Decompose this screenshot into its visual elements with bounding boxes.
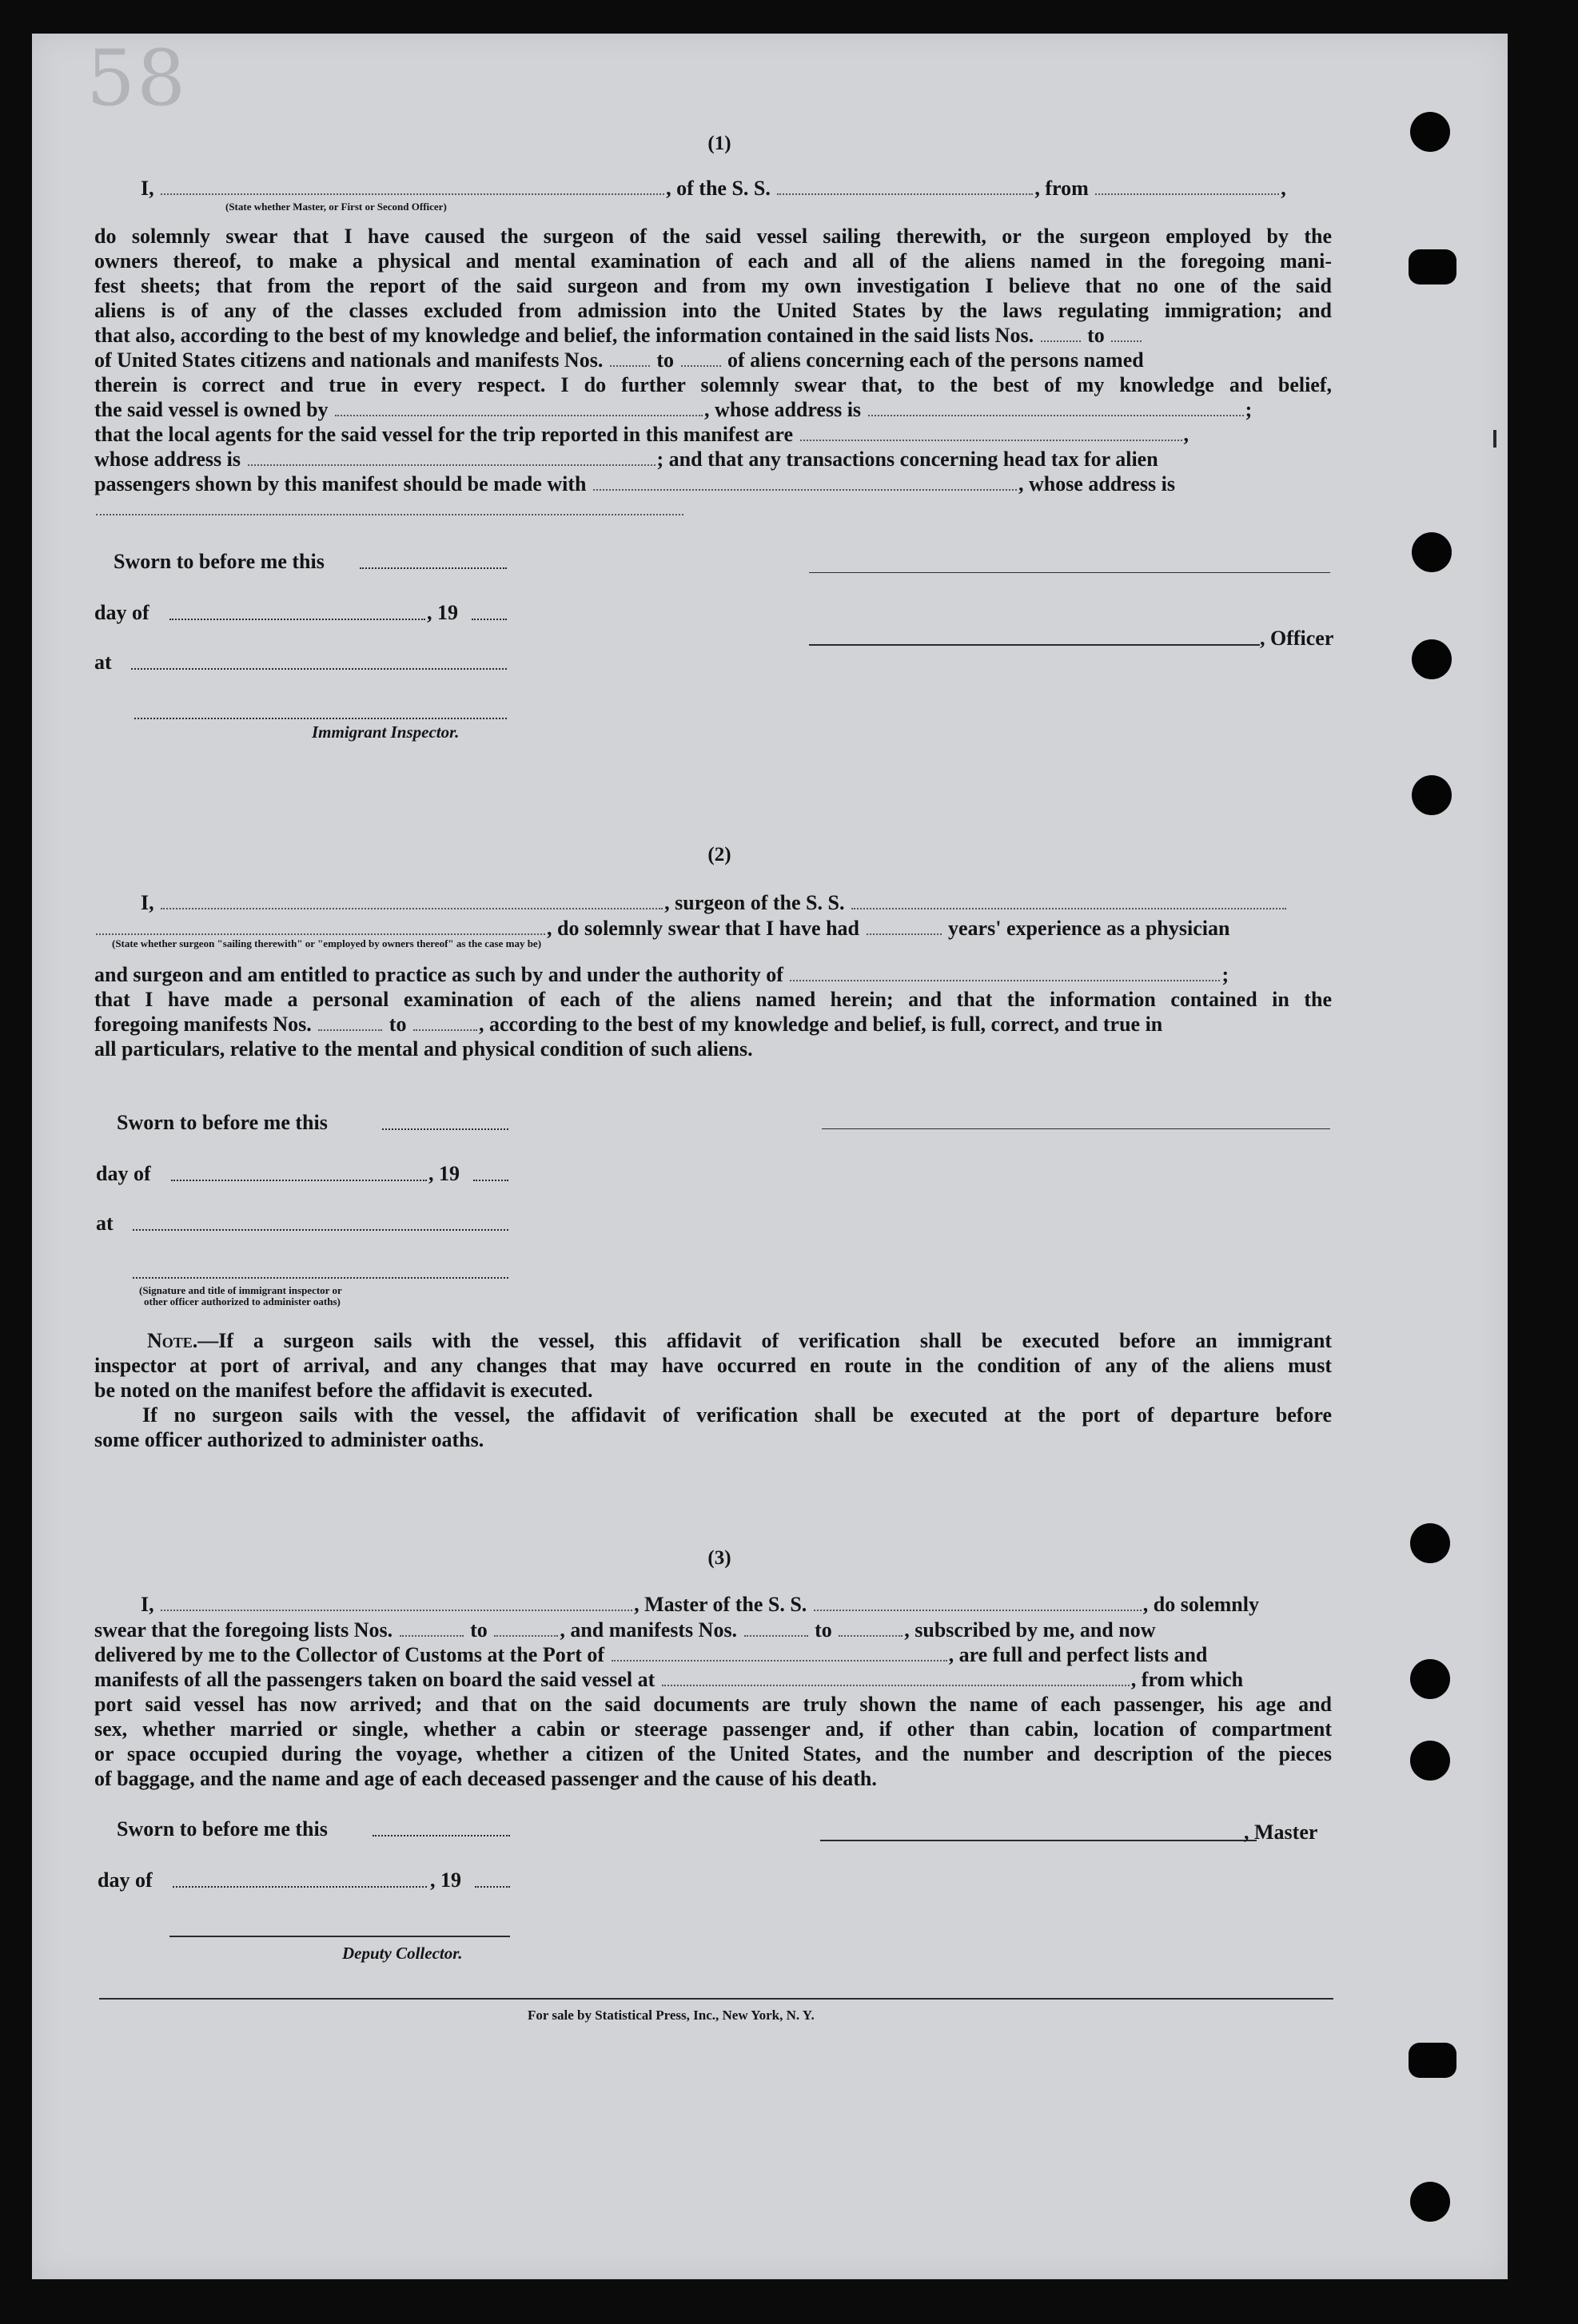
s3-master-label: , Master: [1244, 1821, 1318, 1844]
s1-line-10-tail: ; and that any transactions concerning head tax for alien: [656, 448, 1158, 471]
note-block: [94, 1328, 1332, 1452]
binder-hole-icon: [1410, 1523, 1450, 1563]
boarded-at-field[interactable]: [662, 1667, 1130, 1686]
s1-line-11: [94, 472, 1332, 496]
text-comma: ,: [1183, 423, 1189, 446]
pin-mark-icon: [1493, 430, 1496, 448]
text-to: to: [470, 1618, 488, 1642]
s2-line-5-tail: , according to the best of my knowledge and belief, is full, correct, and true in: [478, 1013, 1163, 1036]
s3-line-2-text: swear that the foregoing lists Nos.: [94, 1618, 393, 1642]
note-line-4: If no surgeon sails with the vessel, the affidavit of verification shall be executed at the port of departure before: [142, 1403, 1332, 1427]
s2-line-3: [94, 962, 1332, 987]
s3-lists-from-field[interactable]: [400, 1618, 464, 1637]
s2-line-1: [141, 890, 1332, 915]
s1-line-6-tail: of aliens concerning each of the persons named: [727, 348, 1144, 372]
section-2-number: (2): [707, 844, 731, 866]
s1-line-8-addr: , whose address is: [704, 398, 862, 421]
s3-year-label: , 19: [430, 1868, 461, 1892]
s2-line-4: that I have made a personal examination of each of the aliens named herein; and that the information contained in the: [94, 988, 1332, 1011]
s3-line-5: port said vessel has now arrived; and that on the said documents are truly shown the name of each passenger, his age and: [94, 1693, 1332, 1716]
s3-manifests-from-field[interactable]: [744, 1618, 808, 1637]
text-to: to: [815, 1618, 832, 1642]
manifests-from-field[interactable]: [610, 348, 650, 367]
s1-line-12: [94, 496, 1332, 521]
s2-line-5-text: foregoing manifests Nos.: [94, 1013, 312, 1036]
note-label: Note.: [147, 1329, 198, 1352]
binder-hole-icon: [1410, 112, 1450, 152]
s1-line-11-tail: , whose address is: [1018, 472, 1175, 495]
s1-line-11-text: passengers shown by this manifest should be made with: [94, 472, 587, 495]
owner-field[interactable]: [335, 397, 703, 416]
manifests-to-field[interactable]: [681, 348, 721, 367]
s1-line-8-text: the said vessel is owned by: [94, 398, 329, 421]
publisher-footer: For sale by Statistical Press, Inc., New York, N. Y.: [528, 2008, 815, 2023]
s3-line-2-tail: , subscribed by me, and now: [904, 1618, 1156, 1642]
s3-line-3-tail: , are full and perfect lists and: [948, 1643, 1208, 1666]
s2-day-field[interactable]: [171, 1180, 427, 1181]
binder-hole-icon: [1412, 775, 1452, 815]
binder-ring-icon: [1409, 2043, 1456, 2078]
s3-line-1: [141, 1592, 1332, 1617]
s1-line-5: [94, 323, 1332, 348]
text-to: to: [389, 1013, 407, 1036]
s1-year-label: , 19: [427, 601, 458, 624]
s3-line-2-mid: , and manifests Nos.: [560, 1618, 738, 1642]
s3-line-8: of baggage, and the name and age of each deceased passenger and the cause of his death.: [94, 1767, 877, 1790]
officer-note: (State whether Master, or First or Second Officer): [225, 201, 447, 213]
s3-sworn-field[interactable]: [373, 1835, 510, 1837]
text-comma: ,: [1281, 177, 1286, 200]
s2-sworn-label: Sworn to before me this: [117, 1111, 328, 1134]
binder-hole-icon: [1410, 1659, 1450, 1699]
section-2-body: [94, 962, 1332, 1061]
s2-years-text: years' experience as a physician: [948, 917, 1230, 940]
section-1-number: (1): [707, 133, 731, 154]
master-name-field[interactable]: [161, 1592, 632, 1611]
text-i: I,: [141, 891, 154, 914]
binder-ring-icon: [1409, 249, 1456, 285]
text-of-ss: , of the S. S.: [666, 177, 771, 200]
s2-solemnly: , do solemnly swear that I have had: [547, 917, 860, 940]
s1-signature-line[interactable]: [809, 572, 1330, 573]
s3-line-3-text: delivered by me to the Collector of Customs at the Port of: [94, 1643, 605, 1666]
s3-line-7: or space occupied during the voyage, whether a citizen of the United States, and the number and description of the pieces: [94, 1742, 1332, 1765]
s2-sworn-field[interactable]: [382, 1128, 508, 1130]
s2-sig-note-1: (Signature and title of immigrant inspector or: [139, 1284, 342, 1296]
s1-line-9-text: that the local agents for the said vessel for the trip reported in this manifest are: [94, 423, 794, 446]
s2-line-3-text: and surgeon and am entitled to practice as such by and under the authority of: [94, 963, 783, 986]
s2-manifests-from-field[interactable]: [318, 1012, 382, 1031]
s3-master-of: , Master of the S. S.: [634, 1593, 807, 1616]
note-text-1: —If a surgeon sails with the vessel, this affidavit of verification shall be executed before an immigrant: [197, 1329, 1332, 1352]
note-line-2: inspector at port of arrival, and any changes that may have occurred en route in the condition of any of the aliens must: [94, 1354, 1332, 1377]
s2-at-field[interactable]: [133, 1229, 508, 1231]
local-agents-field[interactable]: [800, 422, 1182, 441]
s1-year-field[interactable]: [472, 619, 507, 620]
s3-sworn-label: Sworn to before me this: [117, 1817, 328, 1840]
s2-sig-note-2: other officer authorized to administer oaths): [144, 1295, 341, 1307]
s1-line-6: [94, 348, 1332, 372]
binder-hole-icon: [1410, 1741, 1450, 1781]
s2-signature-line[interactable]: [822, 1128, 1330, 1129]
s3-line-3: [94, 1642, 1332, 1667]
officer-title-field[interactable]: [161, 176, 664, 195]
section-3-number: (3): [707, 1547, 731, 1569]
surgeon-status-field[interactable]: [96, 916, 545, 935]
s1-line-4: aliens is of any of the classes excluded from admission into the United States by the laws regulating immigration; and: [94, 299, 1332, 322]
s1-sworn-field[interactable]: [360, 567, 507, 569]
lists-from-field[interactable]: [1041, 323, 1081, 342]
binder-hole-icon: [1412, 639, 1452, 679]
s1-line-10-text: whose address is: [94, 448, 241, 471]
port-field[interactable]: [612, 1642, 947, 1661]
surgeon-note: (State whether surgeon "sailing therewith" or "employed by owners thereof" as the case may be): [112, 937, 542, 949]
section-3-body: [94, 1618, 1332, 1791]
text-i: I,: [141, 177, 154, 200]
s1-officer-line[interactable]: [809, 644, 1260, 646]
text-to: to: [1087, 324, 1105, 347]
s1-line-6-text: of United States citizens and nationals and manifests Nos.: [94, 348, 604, 372]
text-to: to: [656, 348, 674, 372]
s1-at-field[interactable]: [131, 668, 507, 670]
section-1-header-line: [141, 176, 1332, 201]
s1-officer-label: , Officer: [1260, 627, 1334, 650]
s1-line-9: [94, 422, 1332, 447]
footer-rule: [99, 1998, 1333, 2000]
note-line-3: be noted on the manifest before the affidavit is executed.: [94, 1379, 593, 1402]
note-line-1: [94, 1328, 1332, 1353]
s2-manifests-to-field[interactable]: [413, 1012, 477, 1031]
head-tax-field[interactable]: [593, 472, 1017, 491]
s3-solemnly: , do solemnly: [1142, 1593, 1259, 1616]
s2-surgeon-of: , surgeon of the S. S.: [664, 891, 845, 914]
s2-at-label: at: [96, 1212, 114, 1235]
s3-line-6: sex, whether married or single, whether a cabin or steerage passenger and, if other than cabin, location of compartment: [94, 1717, 1332, 1741]
s1-line-8: [94, 397, 1332, 422]
s1-at-label: at: [94, 651, 112, 674]
s3-lists-to-field[interactable]: [494, 1618, 558, 1637]
s3-line-4: [94, 1667, 1332, 1692]
lists-to-field[interactable]: [1111, 323, 1142, 342]
s3-manifests-to-field[interactable]: [839, 1618, 903, 1637]
s1-line-1: do solemnly swear that I have caused the surgeon of the said vessel sailing therewith, or the surgeon employed by the: [94, 225, 1332, 248]
s2-day-label: day of: [96, 1162, 151, 1185]
text-semicolon: ;: [1245, 398, 1253, 421]
s3-collector-label: Deputy Collector.: [342, 1944, 463, 1963]
s1-day-label: day of: [94, 601, 149, 624]
s3-line-2: [94, 1618, 1332, 1642]
note-line-5: some officer authorized to administer oaths.: [94, 1428, 484, 1451]
binder-hole-icon: [1412, 532, 1452, 572]
s1-line-3: fest sheets; that from the report of the said surgeon and from my own investigation I believe that no one of the said: [94, 274, 1332, 297]
s2-line-5: [94, 1012, 1332, 1037]
s3-day-label: day of: [98, 1868, 153, 1892]
from-port-field[interactable]: [1095, 176, 1279, 195]
vessel-name-field[interactable]: [777, 176, 1033, 195]
owner-address-field[interactable]: [868, 397, 1244, 416]
authority-field[interactable]: [790, 962, 1220, 981]
s1-line-2: owners thereof, to make a physical and mental examination of each and all of the aliens named in the foregoing mani-: [94, 249, 1332, 273]
text-from: , from: [1034, 177, 1089, 200]
s1-line-10: [94, 447, 1332, 472]
s2-line-6: all particulars, relative to the mental and physical condition of such aliens.: [94, 1037, 753, 1061]
binder-hole-icon: [1410, 2182, 1450, 2222]
s3-day-field[interactable]: [173, 1886, 427, 1888]
s3-collector-line[interactable]: [169, 1936, 510, 1937]
text-semicolon: ;: [1221, 963, 1229, 986]
s3-master-line[interactable]: [820, 1840, 1257, 1841]
s2-vessel-field[interactable]: [851, 890, 1286, 909]
s3-year-field[interactable]: [475, 1886, 510, 1888]
section-1-body: [94, 224, 1332, 521]
head-tax-address-field[interactable]: [96, 496, 683, 515]
s3-line-4-tail: , from which: [1130, 1668, 1244, 1691]
s1-inspector-field[interactable]: [134, 718, 507, 719]
years-experience-field[interactable]: [867, 916, 942, 935]
s1-inspector-label: Immigrant Inspector.: [312, 722, 460, 742]
page-number: 58: [86, 34, 188, 123]
agents-address-field[interactable]: [248, 447, 656, 466]
s2-year-field[interactable]: [473, 1180, 508, 1181]
s1-line-5-text: that also, according to the best of my knowledge and belief, the information contained in the said lists Nos.: [94, 324, 1034, 347]
surgeon-name-field[interactable]: [161, 890, 663, 909]
s1-line-7: therein is correct and true in every respect. I do further solemnly swear that, to the best of my knowledge and belief,: [94, 373, 1332, 396]
s2-officer-field[interactable]: [133, 1277, 508, 1279]
s2-year-label: , 19: [428, 1162, 460, 1185]
text-i: I,: [141, 1593, 154, 1616]
s1-sworn-label: Sworn to before me this: [114, 550, 325, 573]
s3-vessel-field[interactable]: [814, 1592, 1142, 1611]
s1-day-field[interactable]: [169, 619, 425, 620]
s3-line-4-text: manifests of all the passengers taken on board the said vessel at: [94, 1668, 656, 1691]
